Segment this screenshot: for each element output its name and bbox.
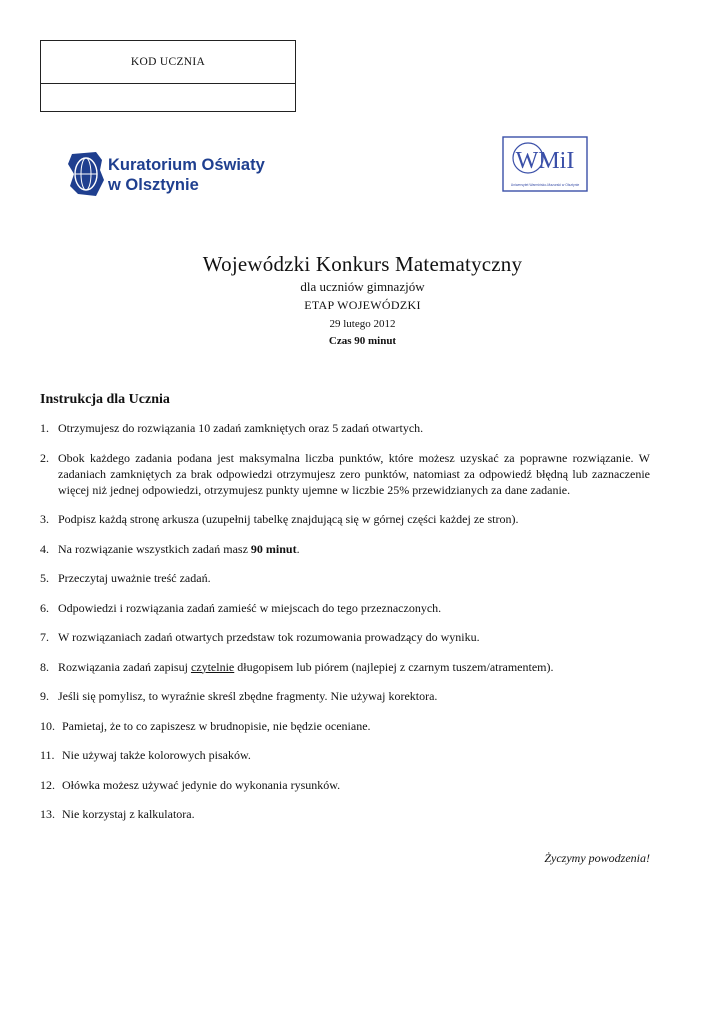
item-text: Ołówka możesz używać jedynie do wykonania rysunków. bbox=[62, 777, 341, 792]
item-text-underlined: czytelnie bbox=[190, 659, 235, 674]
item-text-part: . bbox=[296, 541, 300, 556]
contest-subtitle: dla uczniów gimnazjów bbox=[300, 279, 425, 294]
item-text: Nie korzystaj z kalkulatora. bbox=[62, 807, 195, 821]
item-text: Pamietaj, że to co zapiszesz w brudnopisie, nie będzie oceniane. bbox=[62, 718, 371, 733]
student-code-box bbox=[40, 40, 296, 112]
item-text: Nie używaj także kolorowych pisaków. bbox=[62, 748, 251, 762]
item-text-part: Na rozwiązanie wszystkich zadań masz bbox=[58, 541, 251, 556]
item-text: Odpowiedzi i rozwiązania zadań zamieść w miejscach do tego przeznaczonych. bbox=[58, 600, 442, 615]
list-item bbox=[40, 450, 650, 498]
item-text: Obok każdego zadania podana jest maksymalna liczba punktów, które możesz uzyskać za poprawne rozwiązanie. W zadaniach zamkniętych za brak odpowiedzi otrzymujesz zero punktów, natomiast za odpowiedź błędną lub zaznaczenie więcej niż jednej odpowiedzi, otrzymujesz punkty ujemne w liczbie 25% przewidzianych za dane zadanie. bbox=[58, 450, 650, 497]
list-item bbox=[40, 688, 650, 704]
list-item bbox=[40, 777, 650, 793]
closing-wish: Życzymy powodzenia! bbox=[544, 851, 650, 865]
item-text-part: Rozwiązania zadań zapisuj bbox=[58, 659, 191, 674]
list-item bbox=[40, 570, 650, 586]
student-code-field bbox=[41, 84, 295, 112]
contest-stage: ETAP WOJEWÓDZKI bbox=[304, 298, 421, 312]
item-number: 9. bbox=[40, 689, 49, 703]
instructions-list bbox=[40, 420, 650, 836]
contest-date: 29 lutego 2012 bbox=[329, 318, 396, 330]
list-item bbox=[40, 600, 650, 616]
kuratorium-emblem-icon bbox=[68, 152, 104, 196]
list-item bbox=[40, 511, 650, 527]
list-item bbox=[40, 541, 650, 557]
contest-time: Czas 90 minut bbox=[328, 335, 397, 347]
item-number: 1. bbox=[40, 421, 49, 435]
item-text bbox=[58, 659, 650, 675]
instructions-heading: Instrukcja dla Ucznia bbox=[40, 392, 170, 407]
item-text: Podpisz każdą stronę arkusza (uzupełnij tabelkę znajdującą się w górnej części każdej ze stron). bbox=[58, 512, 519, 526]
item-text: W rozwiązaniach zadań otwartych przedstaw tok rozumowania prowadzący do wyniku. bbox=[58, 630, 480, 644]
list-item bbox=[40, 718, 650, 734]
item-number: 12. bbox=[40, 777, 55, 792]
kuratorium-name-line2: w Olsztynie bbox=[108, 176, 199, 194]
item-text-bold: 90 minut bbox=[250, 541, 297, 556]
item-number: 4. bbox=[40, 541, 49, 556]
item-number: 13. bbox=[40, 807, 55, 821]
kuratorium-name-line1: Kuratorium Oświaty bbox=[108, 156, 265, 174]
item-text bbox=[58, 541, 650, 557]
list-item bbox=[40, 629, 650, 645]
item-number: 5. bbox=[40, 571, 49, 585]
list-item bbox=[40, 806, 650, 822]
item-number: 8. bbox=[40, 659, 49, 674]
item-number: 11. bbox=[40, 748, 55, 762]
wmii-caption: Uniwersytet Warmińsko-Mazurski w Olsztynie bbox=[510, 183, 580, 187]
list-item bbox=[40, 659, 650, 675]
item-number: 10. bbox=[40, 718, 55, 733]
item-number: 7. bbox=[40, 630, 49, 644]
item-number: 3. bbox=[40, 512, 49, 526]
item-text-part: długopisem lub piórem (najlepiej z czarnym tuszem/atramentem). bbox=[234, 659, 554, 674]
item-text: Jeśli się pomylisz, to wyraźnie skreśl zbędne fragmenty. Nie używaj korektora. bbox=[58, 689, 438, 703]
list-item bbox=[40, 420, 650, 436]
item-text: Przeczytaj uważnie treść zadań. bbox=[58, 571, 211, 585]
wmii-logo bbox=[502, 136, 588, 192]
student-code-label: KOD UCZNIA bbox=[41, 41, 295, 84]
item-text: Otrzymujesz do rozwiązania 10 zadań zamkniętych oraz 5 zadań otwartych. bbox=[58, 421, 424, 435]
kuratorium-logo bbox=[66, 150, 265, 198]
item-number: 6. bbox=[40, 600, 49, 615]
item-number: 2. bbox=[40, 450, 49, 465]
list-item bbox=[40, 747, 650, 763]
contest-title: Wojewódzki Konkurs Matematyczny bbox=[202, 252, 523, 276]
wmii-mark: WMiI bbox=[515, 148, 575, 174]
